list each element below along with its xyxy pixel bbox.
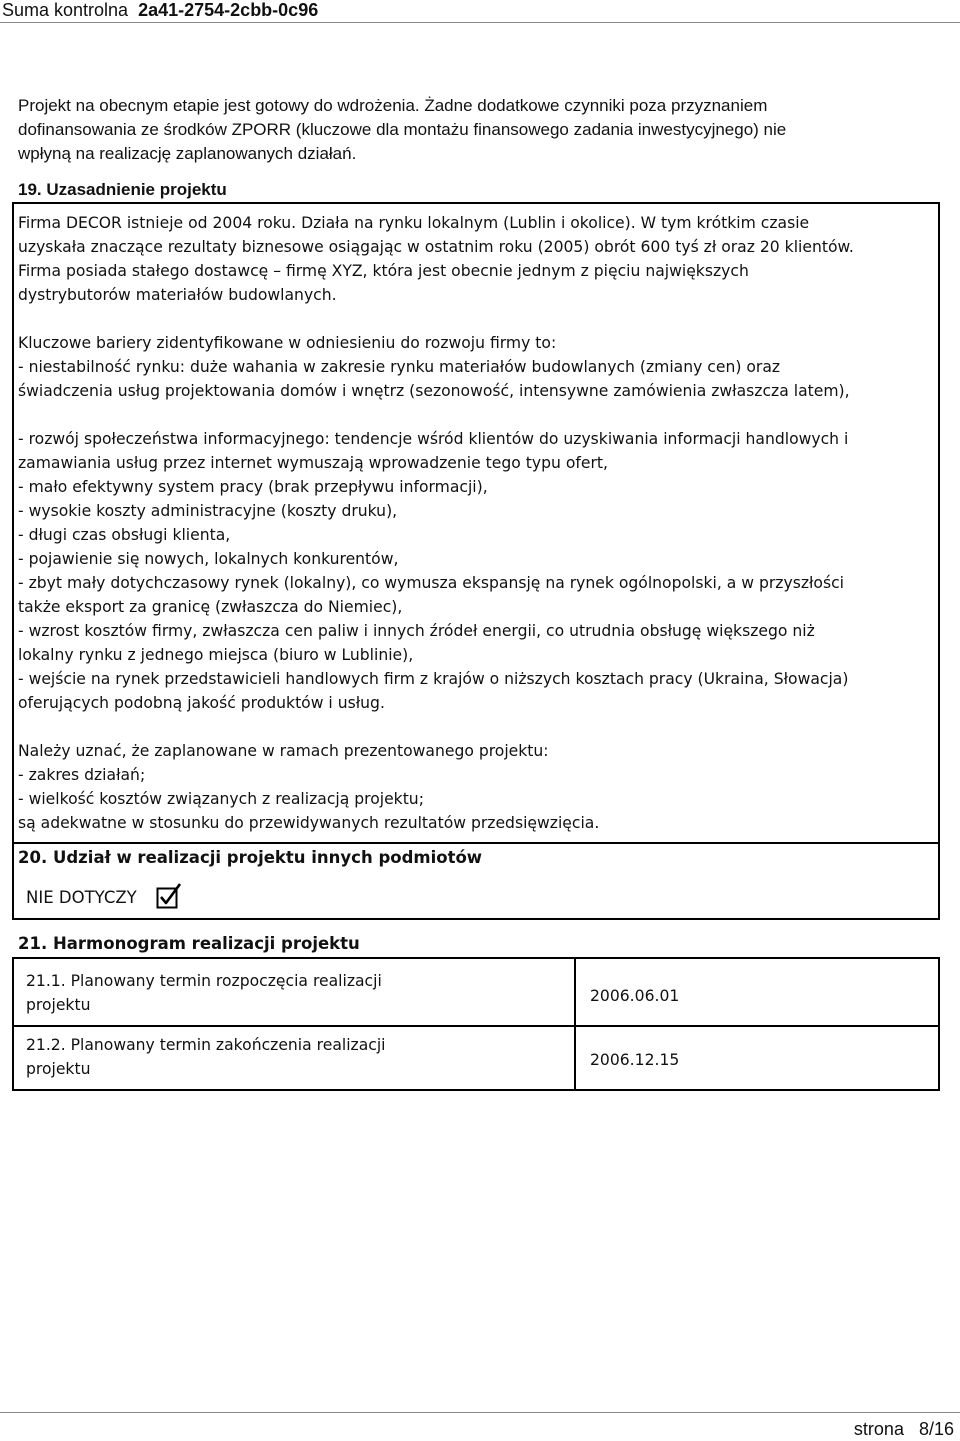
section-19-content [18,211,936,835]
text-line: Kluczowe bariery zidentyfikowane w odniesieniu do rozwoju firmy to: [18,334,557,352]
schedule-end-label [26,1033,446,1081]
label-line: projektu [26,1060,91,1078]
text-line: Należy uznać, że zaplanowane w ramach prezentowanego projektu: [18,742,549,760]
label-line: 21.1. Planowany termin rozpoczęcia realizacji [26,972,382,990]
page-footer [0,1412,960,1441]
intro-line: wpłyną na realizację zaplanowanych działań. [18,144,357,163]
section-19-heading: 19. Uzasadnienie projektu [18,180,227,199]
schedule-end-value: 2006.12.15 [590,1051,680,1069]
page-number: strona 8/16 [853,1419,954,1439]
intro-paragraph [18,94,938,166]
schedule-start-value: 2006.06.01 [590,987,680,1005]
schedule-start-label [26,969,446,1017]
text-line: - zakres działań; [18,766,146,784]
schedule-table [12,957,940,1091]
text-line: - długi czas obsługi klienta, [18,526,231,544]
text-line: - zbyt mały dotychczasowy rynek (lokalny), co wymusza ekspansję na rynek ogólnopolski, a w przyszłości [18,574,845,592]
text-line: - rozwój społeczeństwa informacyjnego: tendencje wśród klientów do uzyskiwania informacji handlowych i [18,430,849,448]
text-line: oferujących podobną jakość produktów i usług. [18,694,385,712]
section-20-heading: 20. Udział w realizacji projektu innych podmiotów [18,848,483,867]
checksum-line [2,0,318,21]
checksum-value: 2a41-2754-2cbb-0c96 [138,0,319,20]
text-line: - pojawienie się nowych, lokalnych konkurentów, [18,550,399,568]
text-line: - wysokie koszty administracyjne (koszty druku), [18,502,398,520]
text-line: także eksport za granicę (zwłaszcza do Niemiec), [18,598,403,616]
text-line: dystrybutorów materiałów budowlanych. [18,286,337,304]
checked-box-icon [156,883,182,909]
text-line: - niestabilność rynku: duże wahania w zakresie rynku materiałów budowlanych (zmiany cen) oraz [18,358,781,376]
not-applicable-label: NIE DOTYCZY [26,888,137,907]
checksum-prefix: Suma kontrolna [2,0,129,20]
label-line: 21.2. Planowany termin zakończenia realizacji [26,1036,386,1054]
text-line: - wejście na rynek przedstawicieli handlowych firm z krajów o niższych kosztach pracy (Ukraina, Słowacja) [18,670,849,688]
text-line: lokalny rynku z jednego miejsca (biuro w Lublinie), [18,646,414,664]
text-line: - wielkość kosztów związanych z realizacją projektu; [18,790,424,808]
section-21-heading: 21. Harmonogram realizacji projektu [18,934,360,953]
text-line: Firma DECOR istnieje od 2004 roku. Działa na rynku lokalnym (Lublin i okolice). W tym krótkim czasie [18,214,810,232]
text-line: - mało efektywny system pracy (brak przepływu informacji), [18,478,488,496]
text-line: - wzrost kosztów firmy, zwłaszcza cen paliw i innych źródeł energii, co utrudnia obsługę większego niż [18,622,815,640]
page-header [0,0,960,23]
intro-line: Projekt na obecnym etapie jest gotowy do wdrożenia. Żadne dodatkowe czynniki poza przyznaniem [18,96,768,115]
text-line: zamawiania usług przez internet wymuszają wprowadzenie tego typu ofert, [18,454,608,472]
label-line: projektu [26,996,91,1014]
text-line: uzyskała znaczące rezultaty biznesowe osiągając w ostatnim roku (2005) obrót 600 tyś zł oraz 20 klientów. [18,238,854,256]
text-line: są adekwatne w stosunku do przewidywanych rezultatów przedsięwzięcia. [18,814,600,832]
intro-line: dofinansowania ze środków ZPORR (kluczowe dla montażu finansowego zadania inwestycyjnego) nie [18,120,787,139]
text-line: świadczenia usług projektowania domów i wnętrz (sezonowość, intensywne zamówienia zwłaszcza latem), [18,382,850,400]
text-line: Firma posiada stałego dostawcę – firmę XYZ, która jest obecnie jednym z pięciu największych [18,262,749,280]
